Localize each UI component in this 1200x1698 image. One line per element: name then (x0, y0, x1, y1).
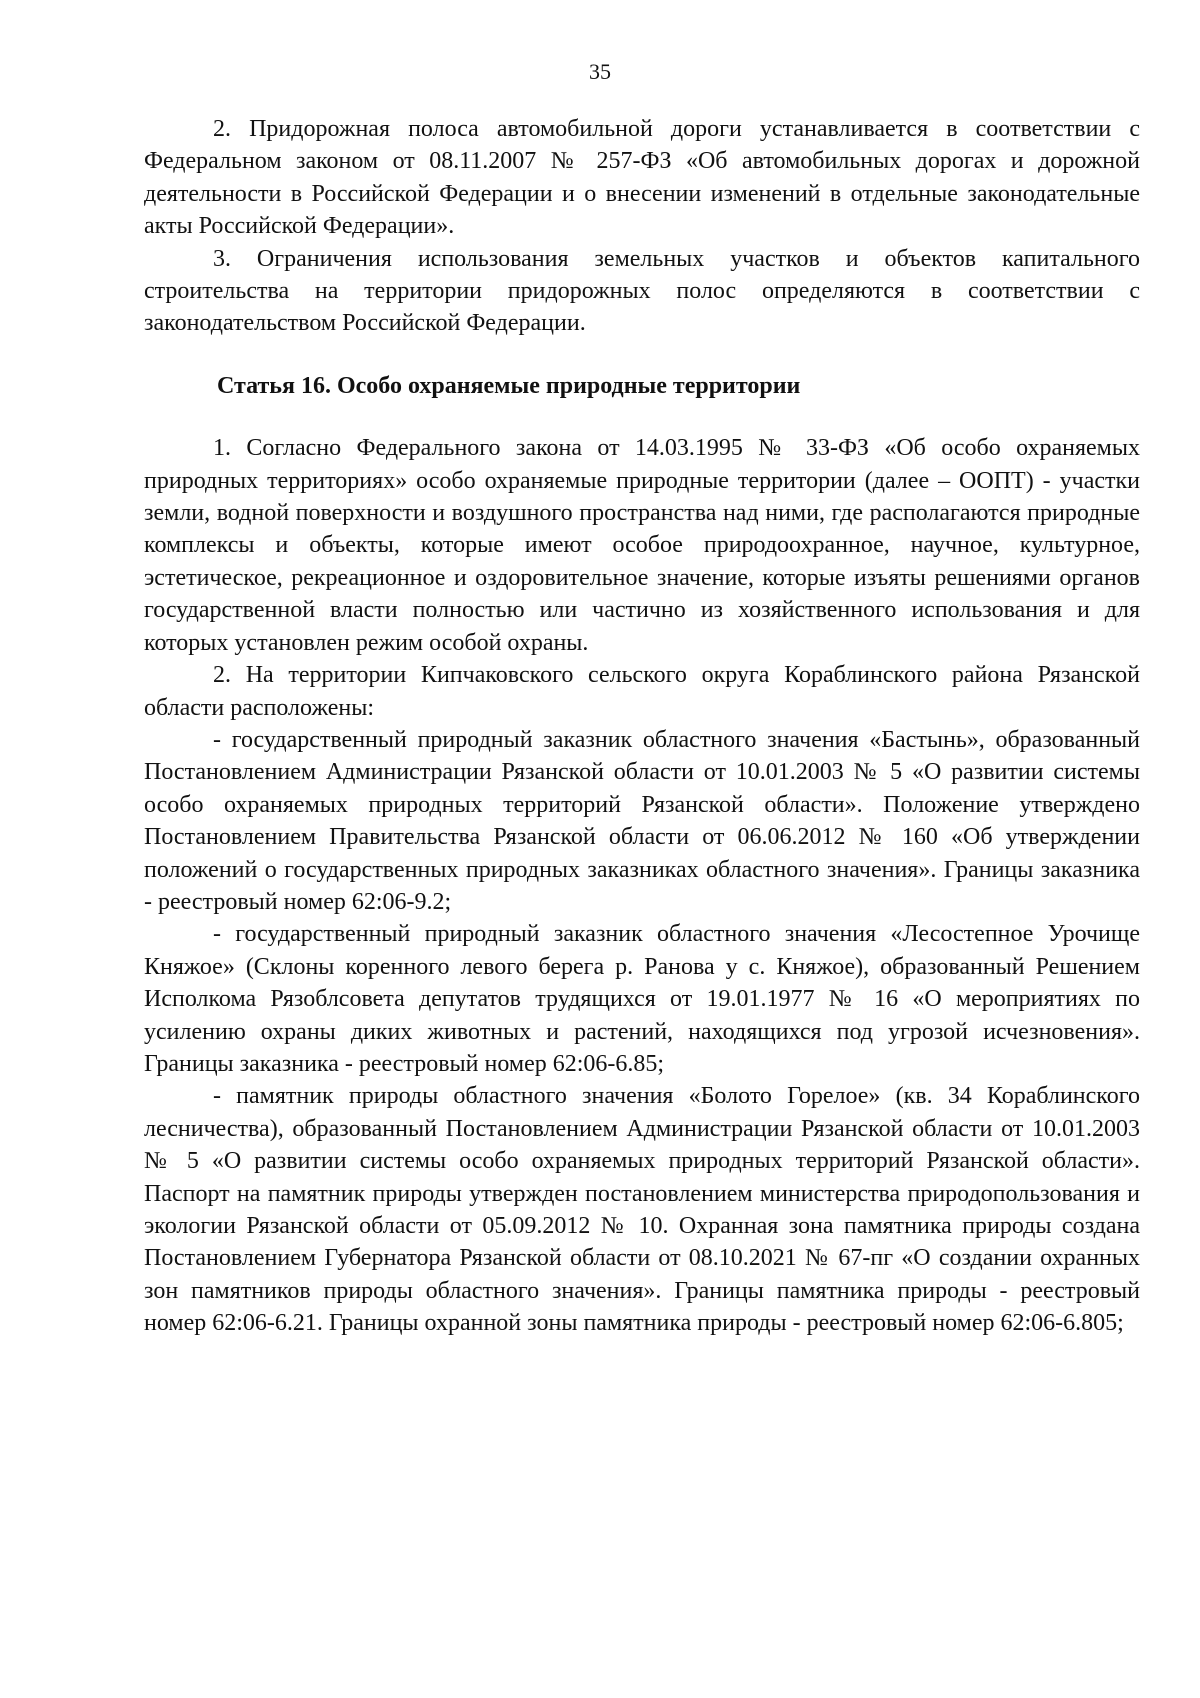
document-body (144, 113, 1140, 1340)
article-heading: Статья 16. Особо охраняемые природные территории (217, 372, 801, 399)
list-item-goreloe-swamp: - памятник природы областного значения «Болото Горелое» (кв. 34 Кораблинского лесничества), образованный Постановлением Администрации Рязанской области от 10.01.2003 № 5 «О развитии системы особо охраняемых природных территорий Рязанской области». Паспорт на памятник природы утвержден постановлением министерства природопользования и экологии Рязанской области от 05.09.2012 № 10. Охранная зона памятника природы создана Постановлением Губернатора Рязанской области от 08.10.2021 № 67-пг «О создании охранных зон памятников природы областного значения». Границы памятника природы - реестровый номер 62:06-6.21. Границы охранной зоны памятника природы - реестровый номер 62:06-6.805; (144, 1083, 1140, 1337)
spacer (144, 340, 1140, 370)
page-number: 35 (589, 59, 611, 84)
list-item-bastyn-reserve: - государственный природный заказник областного значения «Бастынь», образованный Постановлением Администрации Рязанской области от 10.01.2003 № 5 «О развитии системы особо охраняемых природных территорий Рязанской области». Положение утверждено Постановлением Правительства Рязанской области от 06.06.2012 № 160 «Об утверждении положений о государственных природных заказниках областного значения». Границы заказника - реестровый номер 62:06-9.2; (144, 726, 1140, 915)
paragraph-protected-areas-definition: 1. Согласно Федерального закона от 14.03.1995 № 33-ФЗ «Об особо охраняемых природных территориях» особо охраняемые природные территории (далее – ООПТ) - участки земли, водной поверхности и воздушного пространства над ними, где располагаются природные комплексы и объекты, которые имеют особое природоохранное, научное, культурное, эстетическое, рекреационное и оздоровительное значение, которые изъяты решениями органов государственной власти полностью или частично из хозяйственного использования и для которых установлен режим особой охраны. (144, 435, 1140, 656)
spacer (144, 402, 1140, 432)
paragraph-located-territories: 2. На территории Кипчаковского сельского округа Кораблинского района Рязанской области расположены: (144, 662, 1140, 721)
list-item-knyazhoe-reserve: - государственный природный заказник областного значения «Лесостепное Урочище Княжое» (Склоны коренного левого берега р. Ранова у с. Княжое), образованный Решением Исполкома Рязоблсовета депутатов трудящихся от 19.01.1977 № 16 «О мероприятиях по усилению охраны диких животных и растений, находящихся под угрозой исчезновения». Границы заказника - реестровый номер 62:06-6.85; (144, 921, 1140, 1077)
paragraph-roadside-strip: 2. Придорожная полоса автомобильной дороги устанавливается в соответствии с Федеральном законом от 08.11.2007 № 257-ФЗ «Об автомобильных дорогах и дорожной деятельности в Российской Федерации и о внесении изменений в отдельные законодательные акты Российской Федерации». (144, 116, 1140, 240)
paragraph-land-use-restrictions: 3. Ограничения использования земельных участков и объектов капитального строительства на территории придорожных полос определяются в соответствии с законодательством Российской Федерации. (144, 245, 1140, 337)
